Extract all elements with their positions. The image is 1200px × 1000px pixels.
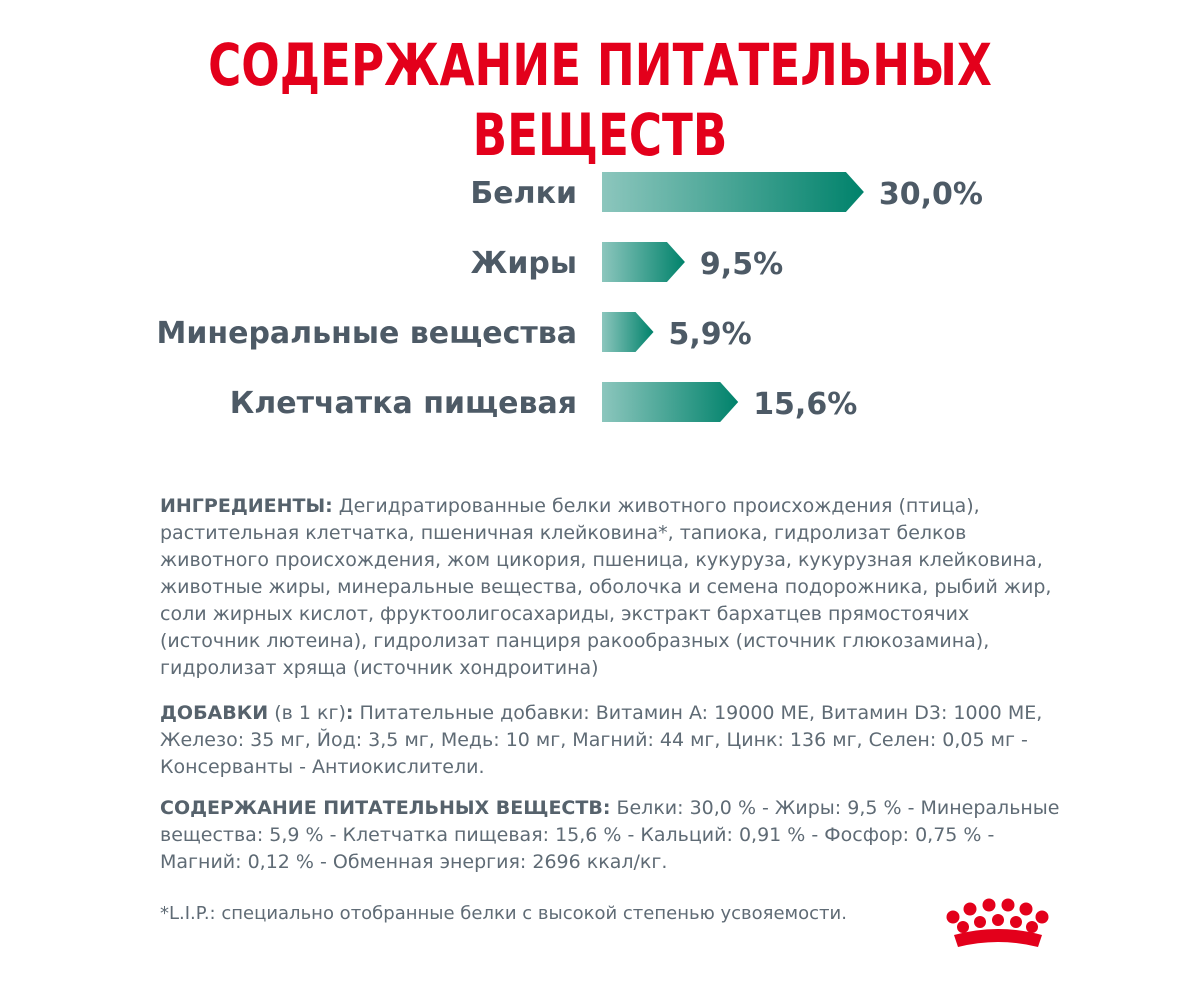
additives-body: Питательные добавки: Витамин A: 19000 МЕ, Витамин D3: 1000 МЕ, Железо: 35 мг, Йод: 3,5 мг, Медь: 10 мг, Магний: 44 мг, Цинк: 136 мг, Селен: 0,05 мг - Консерванты - Антиокислители.	[160, 702, 1043, 778]
additives-heading: ДОБАВКИ	[160, 702, 269, 724]
bar-3	[602, 382, 738, 422]
value-label: 30,0%	[878, 177, 983, 212]
nutrients-heading: СОДЕРЖАНИЕ ПИТАТЕЛЬНЫХ ВЕЩЕСТВ:	[160, 797, 611, 819]
ingredients-body: Дегидратированные белки животного происхождения (птица), растительная клетчатка, пшеничная клейковина*, тапиока, гидролизат белков животного происхождения, жом цикория, пшеница, кукуруза, кукурузная клейковина, животные жиры, минеральные вещества, оболочка и семена подорожника, рыбий жир, соли жирных кислот, фруктоолигосахариды, экстракт бархатцев прямостоячих (источник лютеина), гидролизат панциря ракообразных (источник глюкозамина), гидролизат хряща (источник хондроитина)	[160, 495, 1052, 679]
footnote: *L.I.P.: специально отобранные белки с высокой степенью усвояемости.	[160, 903, 847, 924]
bar-0	[602, 172, 864, 212]
bar-1	[602, 242, 685, 282]
ingredients-heading: ИНГРЕДИЕНТЫ:	[160, 495, 333, 517]
page-title: СОДЕРЖАНИЕ ПИТАТЕЛЬНЫХ ВЕЩЕСТВ	[208, 31, 992, 169]
nutrient-bar-chart	[0, 150, 1200, 450]
additives-text	[160, 700, 1060, 781]
additives-qualifier: (в 1 кг)	[268, 702, 346, 724]
value-label: 5,9%	[668, 317, 752, 352]
bar-2	[602, 312, 654, 352]
category-label: Минеральные вещества	[156, 316, 577, 351]
value-label: 9,5%	[699, 247, 784, 282]
royal-canin-crown-logo-icon	[942, 895, 1052, 957]
category-label: Жиры	[470, 246, 577, 281]
category-label: Клетчатка пищевая	[229, 386, 577, 421]
value-label: 15,6%	[753, 387, 858, 422]
category-label: Белки	[470, 176, 577, 211]
nutrients-body: Белки: 30,0 % - Жиры: 9,5 % - Минеральные вещества: 5,9 % - Клетчатка пищевая: 15,6 % - Кальций: 0,91 % - Фосфор: 0,75 % - Магний: 0,12 % - Обменная энергия: 2696 ккал/кг.	[160, 797, 1060, 873]
additives-colon: :	[345, 702, 354, 724]
ingredients-text	[160, 493, 1060, 682]
nutrients-text	[160, 795, 1060, 876]
